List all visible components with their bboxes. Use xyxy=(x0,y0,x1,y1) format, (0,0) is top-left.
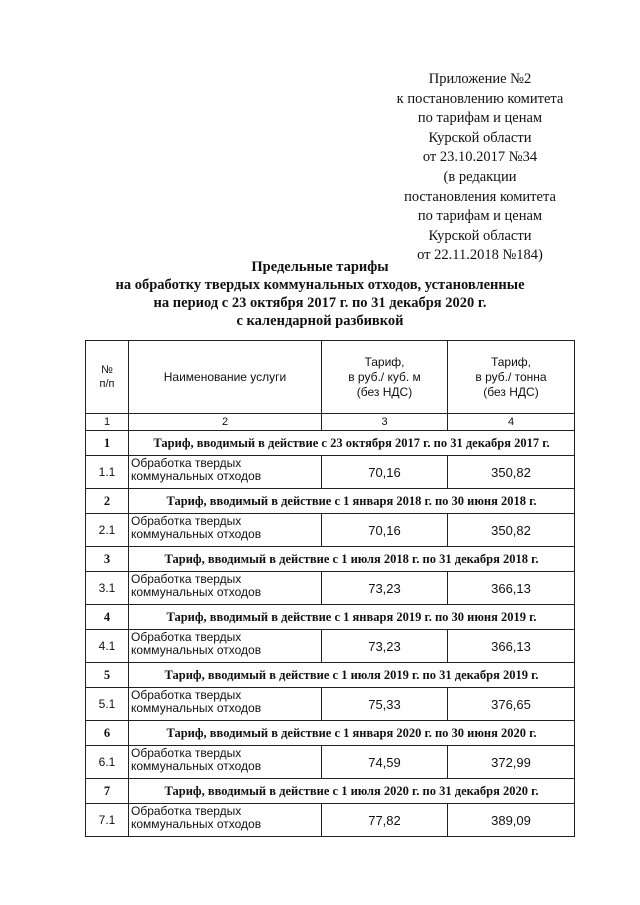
document-title xyxy=(60,258,580,330)
service-number: 1.1 xyxy=(86,456,129,489)
service-row xyxy=(86,456,575,489)
service-name-line: Обработка твердых xyxy=(131,688,242,702)
service-name xyxy=(129,746,322,779)
period-row xyxy=(86,547,575,572)
service-name xyxy=(129,514,322,547)
column-index-cell: 3 xyxy=(322,414,448,431)
tariffs-table xyxy=(85,340,575,837)
service-row xyxy=(86,746,575,779)
period-title: Тариф, вводимый в действие с 23 октября 2017 г. по 31 декабря 2017 г. xyxy=(129,431,575,456)
column-index-row xyxy=(86,414,575,431)
header-per-m3-line: (без НДС) xyxy=(356,384,413,399)
service-name-line: Обработка твердых xyxy=(131,514,242,528)
header-name-label: Наименование услуги xyxy=(163,369,287,384)
header-per-ton-line: (без НДС) xyxy=(483,384,539,399)
period-title: Тариф, вводимый в действие с 1 января 2018 г. по 30 июня 2018 г. xyxy=(129,489,575,514)
period-title: Тариф, вводимый в действие с 1 июля 2019 г. по 31 декабря 2019 г. xyxy=(129,663,575,688)
tariff-per-m3: 73,23 xyxy=(322,630,448,663)
service-row xyxy=(86,688,575,721)
service-number: 6.1 xyxy=(86,746,129,779)
title-line: на период с 23 октября 2017 г. по 31 декабря 2020 г. xyxy=(153,295,487,311)
period-title: Тариф, вводимый в действие с 1 июля 2018 г. по 31 декабря 2018 г. xyxy=(129,547,575,572)
period-number: 3 xyxy=(86,547,129,572)
service-name xyxy=(129,688,322,721)
appendix-line: постановления комитета xyxy=(404,188,556,205)
header-num-label: п/п xyxy=(99,378,115,390)
period-number: 2 xyxy=(86,489,129,514)
title-line: Предельные тарифы xyxy=(251,259,389,275)
service-row xyxy=(86,804,575,837)
tariff-per-m3: 70,16 xyxy=(322,514,448,547)
period-number: 6 xyxy=(86,721,129,746)
appendix-line: Курской области xyxy=(428,227,532,244)
header-per-m3-line: Тариф, xyxy=(364,354,405,369)
period-row xyxy=(86,663,575,688)
tariff-per-m3: 77,82 xyxy=(322,804,448,837)
tariff-per-ton: 376,65 xyxy=(448,688,575,721)
service-name xyxy=(129,456,322,489)
header-per-ton-line: Тариф, xyxy=(490,354,532,369)
period-row xyxy=(86,489,575,514)
period-title: Тариф, вводимый в действие с 1 июля 2020 г. по 31 декабря 2020 г. xyxy=(129,779,575,804)
tariff-per-ton: 372,99 xyxy=(448,746,575,779)
service-name xyxy=(129,804,322,837)
service-name xyxy=(129,630,322,663)
service-number: 4.1 xyxy=(86,630,129,663)
header-num-cell xyxy=(86,341,129,414)
period-number: 7 xyxy=(86,779,129,804)
title-line: с календарной разбивкой xyxy=(236,313,404,329)
tariff-per-ton: 366,13 xyxy=(448,572,575,605)
period-number: 1 xyxy=(86,431,129,456)
service-number: 7.1 xyxy=(86,804,129,837)
service-row xyxy=(86,572,575,605)
tariff-per-ton: 366,13 xyxy=(448,630,575,663)
tariff-per-ton: 389,09 xyxy=(448,804,575,837)
tariff-per-m3: 74,59 xyxy=(322,746,448,779)
appendix-line: Приложение №2 xyxy=(428,71,532,87)
service-name-line: коммунальных отходов xyxy=(131,701,262,715)
service-name-line: коммунальных отходов xyxy=(131,469,262,483)
header-per-ton-cell xyxy=(448,341,575,414)
service-name-line: Обработка твердых xyxy=(131,572,242,586)
service-row xyxy=(86,514,575,547)
service-row xyxy=(86,630,575,663)
service-name xyxy=(129,572,322,605)
tariff-per-m3: 70,16 xyxy=(322,456,448,489)
service-name-line: Обработка твердых xyxy=(131,456,242,470)
period-row xyxy=(86,721,575,746)
period-number: 5 xyxy=(86,663,129,688)
appendix-line: к постановлению комитета xyxy=(396,90,564,107)
header-per-m3-cell xyxy=(322,341,448,414)
tariff-per-ton: 350,82 xyxy=(448,514,575,547)
header-name-cell xyxy=(129,341,322,414)
tariff-per-m3: 73,23 xyxy=(322,572,448,605)
period-title: Тариф, вводимый в действие с 1 января 2020 г. по 30 июня 2020 г. xyxy=(129,721,575,746)
service-name-line: Обработка твердых xyxy=(131,746,242,760)
tariff-per-m3: 75,33 xyxy=(322,688,448,721)
appendix-line: от 22.11.2018 №184) xyxy=(417,247,543,264)
period-row xyxy=(86,605,575,630)
header-num-symbol: № xyxy=(101,364,113,376)
header-per-m3-line: в руб./ куб. м xyxy=(348,369,421,384)
appendix-line: (в редакции xyxy=(443,168,517,185)
appendix-line: от 23.10.2017 №34 xyxy=(422,149,538,166)
service-name-line: коммунальных отходов xyxy=(131,527,262,541)
title-line: на обработку твердых коммунальных отходов, установленные xyxy=(115,277,525,293)
appendix-line: Курской области xyxy=(428,129,532,146)
column-index-cell: 1 xyxy=(86,414,129,431)
tariff-per-ton: 350,82 xyxy=(448,456,575,489)
column-index-cell: 4 xyxy=(448,414,575,431)
service-name-line: Обработка твердых xyxy=(131,804,242,818)
service-number: 5.1 xyxy=(86,688,129,721)
service-name-line: коммунальных отходов xyxy=(131,817,262,831)
appendix-line: по тарифам и ценам xyxy=(417,208,543,225)
service-number: 2.1 xyxy=(86,514,129,547)
service-name-line: Обработка твердых xyxy=(131,630,242,644)
appendix-block xyxy=(380,70,580,266)
appendix-line: по тарифам и ценам xyxy=(417,110,543,127)
period-row xyxy=(86,431,575,456)
service-number: 3.1 xyxy=(86,572,129,605)
column-index-cell: 2 xyxy=(129,414,322,431)
service-name-line: коммунальных отходов xyxy=(131,759,262,773)
service-name-line: коммунальных отходов xyxy=(131,585,262,599)
period-title: Тариф, вводимый в действие с 1 января 2019 г. по 30 июня 2019 г. xyxy=(129,605,575,630)
period-number: 4 xyxy=(86,605,129,630)
table-header-row xyxy=(86,341,575,414)
service-name-line: коммунальных отходов xyxy=(131,643,262,657)
period-row xyxy=(86,779,575,804)
header-per-ton-line: в руб./ тонна xyxy=(475,369,547,384)
